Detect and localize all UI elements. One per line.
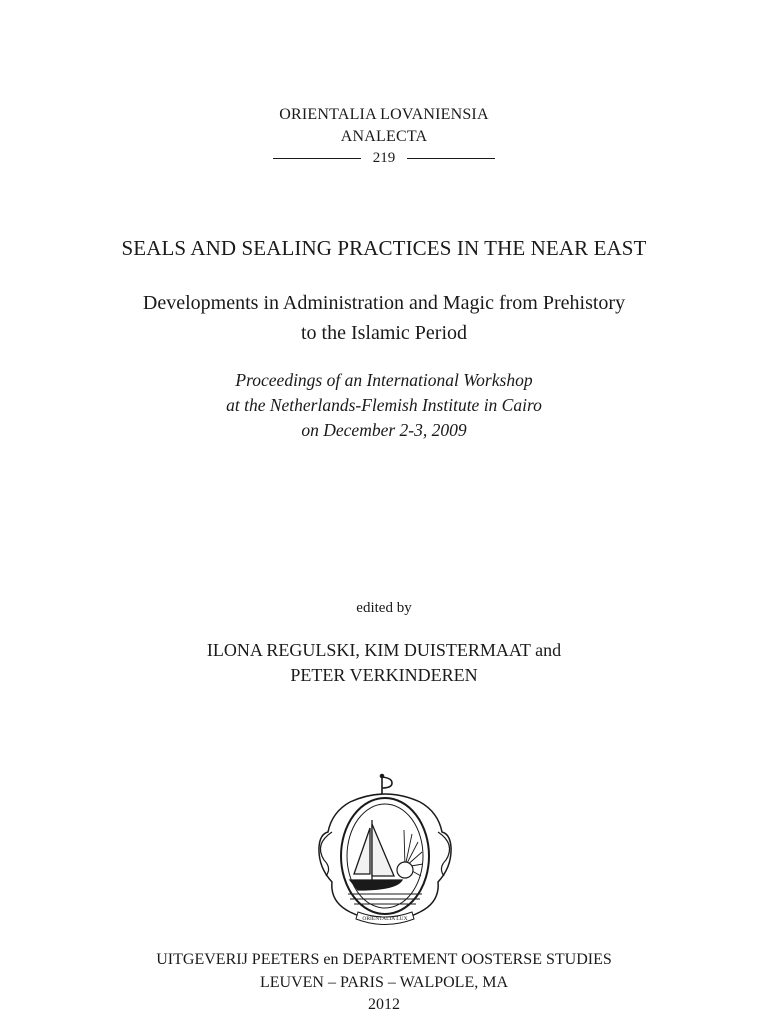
publisher-cities: LEUVEN – PARIS – WALPOLE, MA [259, 974, 508, 991]
book-subtitle-line1: Developments in Administration and Magic from Prehistory [142, 292, 626, 314]
rule-right [407, 158, 495, 159]
publisher-name: UITGEVERIJ PEETERS en DEPARTEMENT OOSTERSE STUDIES [156, 951, 612, 968]
book-subtitle-line2: to the Islamic Period [300, 322, 468, 344]
proceedings-line3: on December 2-3, 2009 [301, 420, 467, 440]
editors-line1: ILONA REGULSKI, KIM DUISTERMAAT and [206, 640, 562, 660]
proceedings-line2: at the Netherlands-Flemish Institute in Cairo [226, 395, 542, 415]
book-title: SEALS AND SEALING PRACTICES IN THE NEAR EAST [121, 236, 647, 260]
publication-year: 2012 [368, 996, 400, 1013]
series-number: 219 [372, 150, 396, 166]
rule-left [273, 158, 361, 159]
peeters-ship-seal-logo-icon [310, 772, 460, 932]
ship-icon [350, 820, 402, 890]
series-subname: ANALECTA [340, 128, 428, 145]
edited-by-label: edited by [356, 600, 412, 616]
editors-line2: PETER VERKINDEREN [290, 665, 478, 685]
series-name: ORIENTALIA LOVANIENSIA [279, 106, 489, 123]
series-number-row [0, 150, 768, 167]
logo-motto: ORIENTALIA LUX [362, 916, 408, 922]
monogram-icon [381, 775, 393, 795]
proceedings-line1: Proceedings of an International Workshop [235, 370, 533, 390]
